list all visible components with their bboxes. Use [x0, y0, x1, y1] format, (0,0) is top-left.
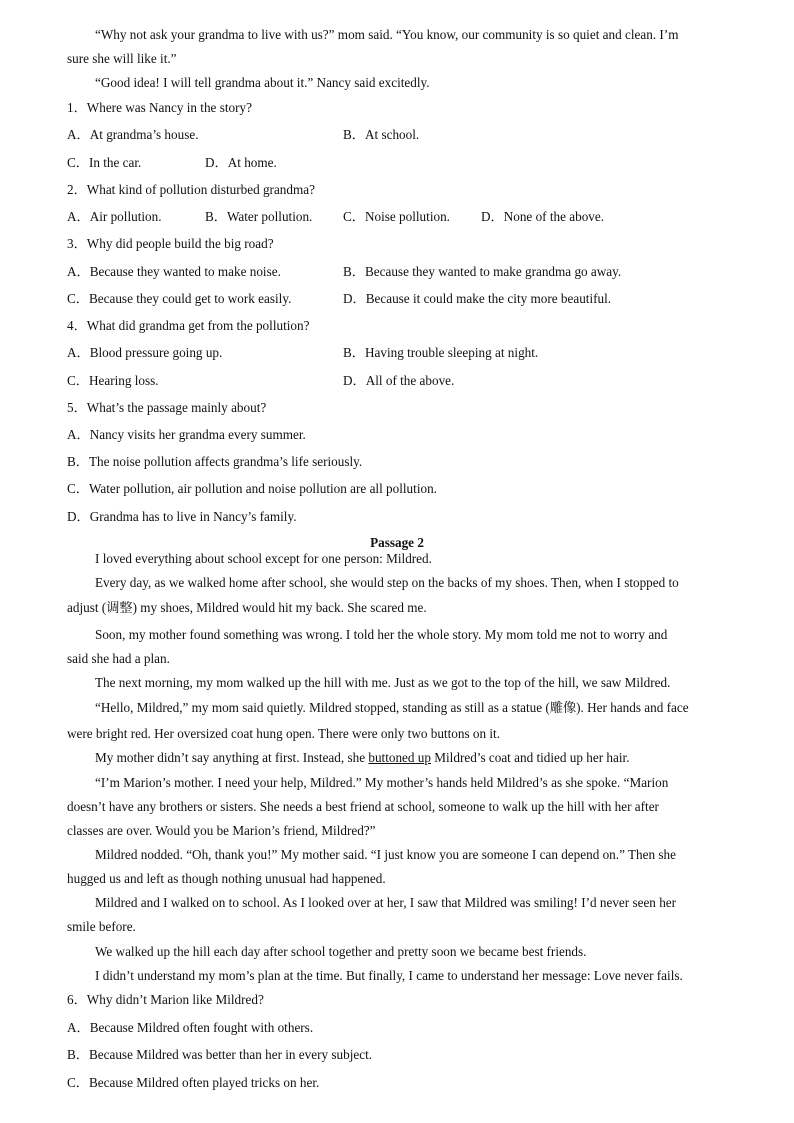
- paragraph-line: “Why not ask your grandma to live with us?” mom said. “You know, our community is so quiet and clean. I’m: [95, 27, 679, 42]
- answer-option[interactable]: B．Because Mildred was better than her in every subject.: [67, 1047, 373, 1062]
- paragraph-line: doesn’t have any brothers or sisters. She needs a best friend at school, someone to walk up the hill with her after: [67, 799, 659, 814]
- paragraph-line: The next morning, my mom walked up the hill with me. Just as we got to the top of the hill, we saw Mildred.: [95, 675, 671, 690]
- paragraph-line: I didn’t understand my mom’s plan at the time. But finally, I came to understand her message: Love never fails.: [95, 968, 683, 983]
- answer-option[interactable]: C．Hearing loss.: [67, 373, 159, 388]
- question-stem: 1．Where was Nancy in the story?: [67, 100, 252, 115]
- text-run: Mildred’s coat and tidied up her hair.: [431, 750, 630, 765]
- answer-option[interactable]: A．Air pollution.: [67, 209, 162, 224]
- paragraph-line: “I’m Marion’s mother. I need your help, Mildred.” My mother’s hands held Mildred’s as she spoke. “Marion: [95, 775, 669, 790]
- answer-option[interactable]: D．Because it could make the city more beautiful.: [343, 291, 612, 306]
- passage-title: Passage 2: [370, 535, 424, 550]
- answer-option[interactable]: B．At school.: [343, 127, 420, 142]
- paragraph-line: [95, 750, 630, 766]
- paragraph-line: hugged us and left as though nothing unusual had happened.: [67, 871, 386, 886]
- question-stem: 6．Why didn’t Marion like Mildred?: [67, 992, 264, 1007]
- answer-option[interactable]: C．Because they could get to work easily.: [67, 291, 292, 306]
- answer-option[interactable]: A．Because they wanted to make noise.: [67, 264, 281, 279]
- answer-option[interactable]: C．Noise pollution.: [343, 209, 450, 224]
- answer-option[interactable]: B．Because they wanted to make grandma go away.: [343, 264, 622, 279]
- paragraph-line: smile before.: [67, 919, 136, 934]
- question-stem: 5．What’s the passage mainly about?: [67, 400, 267, 415]
- answer-option[interactable]: A．Because Mildred often fought with others.: [67, 1020, 314, 1035]
- paragraph-line: sure she will like it.”: [67, 51, 177, 66]
- answer-option[interactable]: C．Water pollution, air pollution and noise pollution are all pollution.: [67, 481, 437, 496]
- paragraph-line: “Good idea! I will tell grandma about it.” Nancy said excitedly.: [95, 75, 430, 90]
- paragraph-line: I loved everything about school except for one person: Mildred.: [95, 551, 432, 566]
- answer-option[interactable]: A．At grandma’s house.: [67, 127, 199, 142]
- answer-option[interactable]: A．Blood pressure going up.: [67, 345, 223, 360]
- paragraph-line: Mildred nodded. “Oh, thank you!” My mother said. “I just know you are someone I can depend on.” Then she: [95, 847, 676, 862]
- paragraph-line: Soon, my mother found something was wrong. I told her the whole story. My mom told me not to worry and: [95, 627, 668, 642]
- answer-option[interactable]: D．At home.: [205, 155, 277, 170]
- paragraph-line: Every day, as we walked home after school, she would step on the backs of my shoes. Then, when I stopped to: [95, 575, 679, 590]
- answer-option[interactable]: C．Because Mildred often played tricks on her.: [67, 1075, 320, 1090]
- answer-option[interactable]: B．The noise pollution affects grandma’s life seriously.: [67, 454, 363, 469]
- text-run: My mother didn’t say anything at first. Instead, she: [95, 750, 369, 765]
- question-stem: 3．Why did people build the big road?: [67, 236, 274, 251]
- question-stem: 4．What did grandma get from the pollution?: [67, 318, 310, 333]
- paragraph-line: adjust (调整) my shoes, Mildred would hit my back. She scared me.: [67, 600, 427, 615]
- question-stem: 2．What kind of pollution disturbed grandma?: [67, 182, 315, 197]
- paragraph-line: “Hello, Mildred,” my mom said quietly. Mildred stopped, standing as still as a statue (雕像). Her hands and face: [95, 700, 689, 715]
- answer-option[interactable]: D．None of the above.: [481, 209, 605, 224]
- paragraph-line: said she had a plan.: [67, 651, 170, 666]
- paragraph-line: were bright red. Her oversized coat hung open. There were only two buttons on it.: [67, 726, 500, 741]
- answer-option[interactable]: B．Water pollution.: [205, 209, 313, 224]
- paragraph-line: Mildred and I walked on to school. As I looked over at her, I saw that Mildred was smiling! I’d never seen her: [95, 895, 677, 910]
- underlined-phrase: buttoned up: [368, 750, 431, 765]
- answer-option[interactable]: C．In the car.: [67, 155, 142, 170]
- answer-option[interactable]: B．Having trouble sleeping at night.: [343, 345, 539, 360]
- paragraph-line: classes are over. Would you be Marion’s friend, Mildred?”: [67, 823, 376, 838]
- answer-option[interactable]: A．Nancy visits her grandma every summer.: [67, 427, 306, 442]
- answer-option[interactable]: D．All of the above.: [343, 373, 455, 388]
- paragraph-line: We walked up the hill each day after school together and pretty soon we became best friends.: [95, 944, 587, 959]
- answer-option[interactable]: D．Grandma has to live in Nancy’s family.: [67, 509, 297, 524]
